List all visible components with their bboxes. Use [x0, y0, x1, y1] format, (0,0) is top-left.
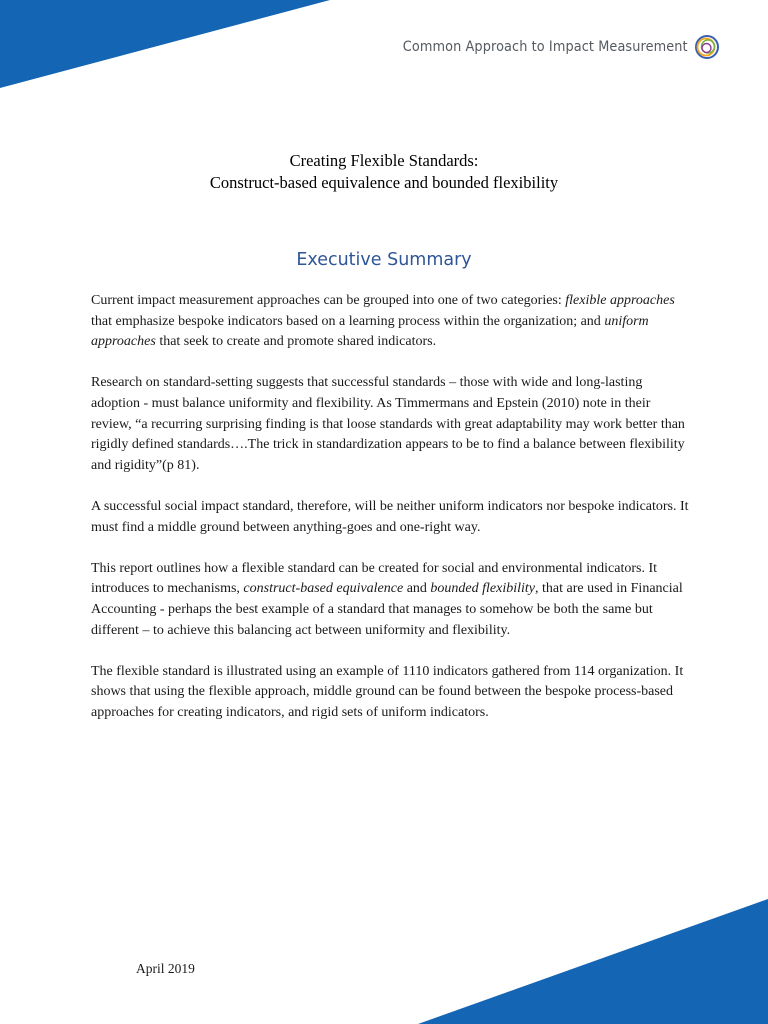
paragraph-3: A successful social impact standard, therefore, will be neither uniform indicators nor bespoke indicators. It must find a middle ground between anything-goes and one-right way. — [91, 498, 689, 535]
paragraph-4-emphasis-a: construct-based equivalence — [243, 581, 404, 597]
footer-date: April 2019 — [136, 961, 195, 976]
concentric-rings-logo-icon — [694, 34, 720, 60]
title-line-1: Creating Flexible Standards: — [289, 151, 479, 170]
header-brand — [378, 34, 720, 60]
paragraph-4-text-b: and — [403, 581, 431, 597]
paragraph-1-text-a: Current impact measurement approaches can be grouped into one of two categories: — [91, 293, 566, 308]
paragraph-4 — [91, 559, 691, 641]
title-line-2: Construct-based equivalence and bounded flexibility — [209, 173, 559, 192]
bottom-right-corner-decoration — [418, 899, 768, 1024]
top-left-corner-decoration — [0, 0, 330, 90]
paragraph-1-text-c: that seek to create and promote shared indicators. — [155, 334, 437, 350]
brand-name: Common Approach to Impact Measurement — [403, 39, 688, 55]
paragraph-4-text-a: This report outlines how a flexible standard can be created for social and environmental indicators. It introduces to mechanisms, — [91, 560, 658, 597]
document-title — [0, 150, 768, 194]
executive-summary-heading: Executive Summary — [296, 250, 472, 270]
paragraph-1-text-b: that emphasize bespoke indicators based on a learning process within the organization; and — [91, 313, 605, 329]
paragraph-4-emphasis-b: bounded flexibility — [430, 581, 536, 597]
paragraph-1 — [91, 291, 691, 353]
paragraph-1-emphasis-b: uniform approaches — [91, 313, 649, 350]
paragraph-1-emphasis-a: flexible approaches — [565, 293, 675, 308]
paragraph-5: The flexible standard is illustrated using an example of 1110 indicators gathered from 114 organization. It shows that using the flexible approach, middle ground can be found between the bespoke process-based approaches for creating indicators, and rigid sets of uniform indicators. — [91, 663, 684, 720]
paragraph-2: Research on standard-setting suggests that successful standards – those with wide and long-lasting adoption - must balance uniformity and flexibility. As Timmermans and Epstein (2010) note in their review, “a recurring surprising finding is that loose standards with great adaptability may work better than rigidly defined standards….The trick in standardization appears to be to find a balance between flexibility and rigidity”(p 81). — [91, 375, 685, 473]
summary-body — [91, 291, 691, 744]
paragraph-4-text-c: , that are used in Financial Accounting - perhaps the best example of a standard that manages to somehow be both the same but different – to achieve this balancing act between uniformity and flexibility. — [91, 581, 683, 638]
